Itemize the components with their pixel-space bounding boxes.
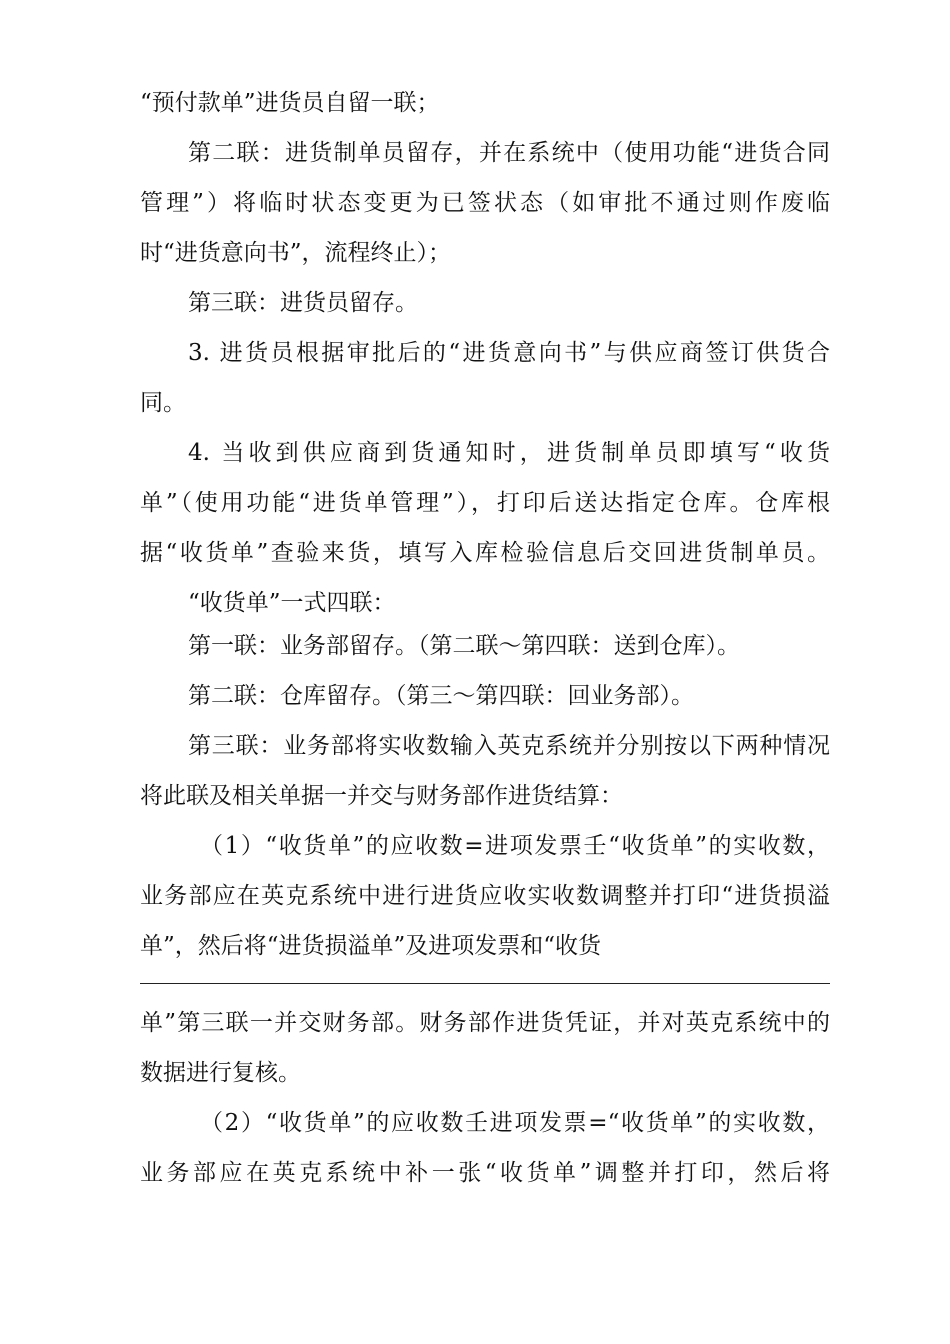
paragraph-line: 4. 当收到供应商到货通知时，进货制单员即填写“收货: [188, 440, 830, 466]
paragraph-line: 第二联：仓库留存。（第三〜第四联：回业务部）。: [188, 683, 694, 709]
paragraph-line: （2）“收货单”的应收数壬进项发票=“收货单”的实收数，: [200, 1110, 830, 1136]
paragraph-line: 单”第三联一并交财务部。财务部作进货凭证，并对英克系统中的: [140, 1010, 830, 1036]
paragraph-line: 单”（使用功能“进货单管理”），打印后送达指定仓库。仓库根: [140, 490, 830, 516]
paragraph-line: “预付款单”进货员自留一联；: [140, 90, 440, 116]
paragraph-line: 将此联及相关单据一并交与财务部作进货结算：: [140, 783, 623, 809]
paragraph-line: 第一联：业务部留存。（第二联〜第四联：送到仓库）。: [188, 633, 740, 659]
paragraph-line: 3. 进货员根据审批后的“进货意向书”与供应商签订供货合: [188, 340, 830, 366]
paragraph-line: 管理”）将临时状态变更为已签状态（如审批不通过则作废临: [140, 190, 830, 216]
paragraph-line: 同。: [140, 390, 186, 416]
paragraph-line: 据“收货单”查验来货，填写入库检验信息后交回进货制单员。: [140, 540, 830, 566]
paragraph-line: “收货单”一式四联：: [188, 590, 396, 616]
paragraph-line: 单”，然后将“进货损溢单”及进项发票和“收货: [140, 933, 602, 959]
paragraph-line: 业务部应在英克系统中进行进货应收实收数调整并打印“进货损溢: [140, 883, 830, 909]
paragraph-line: （1）“收货单”的应收数=进项发票壬“收货单”的实收数，: [200, 833, 830, 859]
paragraph-line: 第三联：进货员留存。: [188, 290, 418, 316]
paragraph-line: 第二联：进货制单员留存，并在系统中（使用功能“进货合同: [188, 140, 830, 166]
paragraph-line: 数据进行复核。: [140, 1060, 301, 1086]
paragraph-line: 业务部应在英克系统中补一张“收货单”调整并打印，然后将: [140, 1160, 830, 1186]
paragraph-line: 第三联：业务部将实收数输入英克系统并分别按以下两种情况: [188, 733, 830, 759]
page-break-rule: [140, 983, 830, 984]
paragraph-line: 时“进货意向书”，流程终止）；: [140, 240, 452, 266]
